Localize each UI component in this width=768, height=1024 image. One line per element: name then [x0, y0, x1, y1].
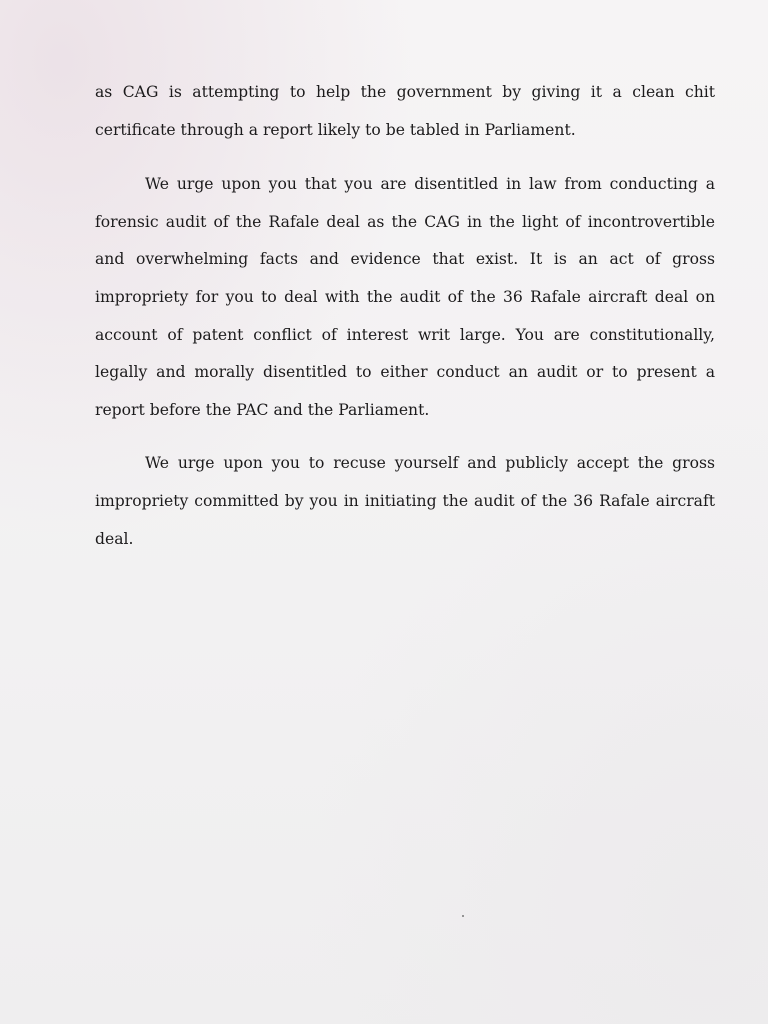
paper-speck — [462, 915, 464, 917]
document-body — [95, 74, 715, 558]
paragraph-recuse-request: We urge upon you to recuse yourself and publicly accept the gross impropriety committed by you in initiating the audit of the 36 Rafale aircraft deal. — [95, 454, 715, 548]
paragraph-disentitled-forensic-audit: We urge upon you that you are disentitled in law from conducting a forensic audit of the Rafale deal as the CAG in the light of incontrovertible and overwhelming facts and evidence that exist. It is an act of gross impropriety for you to deal with the audit of the 36 Rafale aircraft deal on account of patent conflict of interest writ large. You are constitutionally, legally and morally disentitled to either conduct an audit or to present a report before the PAC and the Parliament. — [95, 175, 715, 419]
paragraph-cag-clean-chit: as CAG is attempting to help the government by giving it a clean chit certificate through a report likely to be tabled in Parliament. — [95, 83, 715, 139]
